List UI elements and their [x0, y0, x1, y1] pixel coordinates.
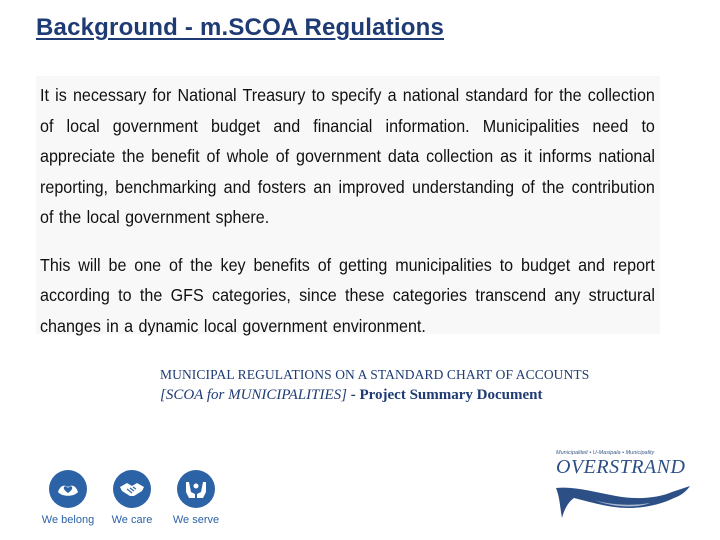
source-citation — [160, 366, 700, 406]
value-label: We serve — [172, 514, 220, 526]
logo-tagline: Municipaliteit • U-Masipala • Municipality — [556, 450, 655, 456]
source-subtitle-rest: - Project Summary Document — [346, 387, 543, 403]
value-we-belong — [36, 470, 100, 526]
quoted-excerpt — [36, 76, 660, 334]
value-label: We belong — [41, 514, 95, 526]
slide-title: Background - m.SCOA Regulations — [36, 14, 445, 41]
whale-icon — [554, 478, 692, 520]
open-hands-icon — [177, 470, 215, 508]
logo-name: OVERSTRAND — [556, 456, 686, 478]
value-label: We care — [111, 514, 153, 526]
handshake-icon — [113, 470, 151, 508]
overstrand-logo — [548, 450, 694, 520]
hands-heart-icon — [49, 470, 87, 508]
excerpt-paragraph-2: This will be one of the key benefits of getting municipalities to budget and report according to the GFS categories, since these categories transcend any structural changes in a dynamic local government environment. — [40, 254, 655, 336]
value-we-care — [100, 470, 164, 526]
excerpt-paragraph-1: It is necessary for National Treasury to specify a national standard for the collection of local government budget and financial information. Municipalities need to appreciate the benefit of whole of government data collection as it informs national reporting, benchmarking and fosters an improved understanding of the contribution of the local government sphere. — [40, 85, 655, 227]
value-we-serve — [164, 470, 228, 526]
source-title: MUNICIPAL REGULATIONS ON A STANDARD CHART OF ACCOUNTS — [160, 367, 590, 382]
source-subtitle-bracket: [SCOA for MUNICIPALITIES] — [160, 387, 347, 403]
source-subtitle — [160, 384, 700, 406]
